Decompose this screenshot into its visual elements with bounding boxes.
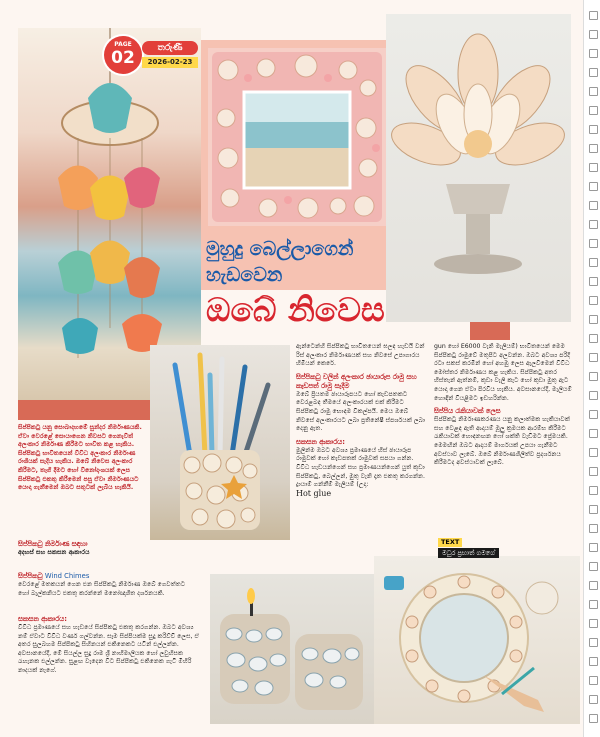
left-section-2 bbox=[18, 572, 198, 598]
author-label: TEXT bbox=[438, 538, 462, 547]
mid-glue-text: Hot glue bbox=[296, 488, 332, 498]
left-heading-2-en: Wind Chimes bbox=[44, 572, 90, 580]
right-paragraph-1: gun හෝ E6000 වැනි මැලියම්) භාවිතයෙන් මෙම සිප්පිකටු රාමුවේ මතුපිට අලවන්න. ඔබට අවශ්‍ය පරිදි රටා සකස් කරමින් හෝ අහඹු ලෙස ඇලවීමෙන් විවිධ මෝස්තර නිර්මාණය කළ හැකිය. සිප්පිකටු අතර හිස්තැන් ඇත්නම්, කුඩා වැලි කැට හෝ කුඩා මුතු ඇට යොදා ගෙන ඒවා පිරවිය හැකිය. අවසානයේදී, මැලියම් හොඳින් වියළීමට ඉඩහරින්න. bbox=[434, 343, 572, 402]
title-line-1: මුහුදු බෙල්ලාගෙන් bbox=[206, 238, 354, 260]
strip-tick-box bbox=[584, 443, 600, 462]
strip-tick-box bbox=[584, 310, 600, 329]
page-label: PAGE bbox=[114, 41, 132, 48]
strip-tick-box bbox=[584, 101, 600, 120]
mid-intro: ඇන්ටෙන්හි සිප්පිකටු භාවිතයෙන් ඝලඳ හැඩයි වන් රිස් අලංකාර නිර්මාණයක් සහ නිවසේ උපාගාරය හිමියන් කෙරේ. bbox=[296, 343, 425, 368]
shell-frame-photo bbox=[208, 48, 386, 226]
strip-tick-box bbox=[584, 500, 600, 519]
strip-tick-box bbox=[584, 139, 600, 158]
strip-tick-box bbox=[584, 25, 600, 44]
publication-pill bbox=[142, 41, 198, 55]
strip-tick-box bbox=[584, 633, 600, 652]
right-paragraph-2: සිප්පිකටු නිර්මාණකරණය යනු කලාත්මක හැකියාවක් සහ වෙළඳ ඇති ආදායම් මූලු ක්‍රමයක ආරම්භ කිරීමට රැකියාවක් හොඳනඟන ෆෝ ශක්ති වැඩිමට ප්‍රේමයකි. මෙමඟින් ඔබට ආදායම් මාර්ගයක් උපයා ගැනීමට අවස්ථාව ලැබේ. ඔබේ නිර්මාණශීලීත්ව ප්‍රදර්ශනය කිරීමටද අවස්ථාවක් ලැබේ. bbox=[434, 416, 570, 467]
strip-tick-box bbox=[584, 690, 600, 709]
strip-tick-box bbox=[584, 367, 600, 386]
left-intro-text bbox=[18, 424, 152, 493]
left-heading-2-si: සිප්පිකටු bbox=[18, 572, 43, 580]
page-number: 02 bbox=[111, 48, 135, 68]
title-line-3: ඔබේ නිවෙස bbox=[206, 290, 385, 329]
publication-name: තරුණී bbox=[157, 43, 183, 53]
left-section-3 bbox=[18, 615, 200, 676]
strip-tick-box bbox=[584, 253, 600, 272]
strip-tick-box bbox=[584, 614, 600, 633]
strip-tick-box bbox=[584, 424, 600, 443]
author-name: මධුර ප්‍රභාත් ගමගේ bbox=[438, 548, 499, 558]
strip-tick-box bbox=[584, 196, 600, 215]
strip-tick-box bbox=[584, 272, 600, 291]
left-section-1 bbox=[18, 540, 152, 558]
strip-tick-box bbox=[584, 234, 600, 253]
right-heading-1: සිප්පිය රැකියාවක් ලෙස bbox=[434, 407, 501, 416]
shell-candle-photo bbox=[210, 574, 375, 724]
strip-tick-box bbox=[584, 177, 600, 196]
strip-tick-box bbox=[584, 709, 600, 728]
strip-tick-box bbox=[584, 481, 600, 500]
strip-tick-box bbox=[584, 386, 600, 405]
mid-heading-2: සකසන ආකාරය: bbox=[296, 437, 345, 446]
strip-tick-box bbox=[584, 519, 600, 538]
mid-column bbox=[296, 343, 428, 498]
left-paragraph-3: විවිධ ප්‍රමාණයේ සහ හැඩයේ සිප්පිකටු එකතු කරගන්න. ඔබට අවශ්‍ය නම් ඒවාට විවිධ වර්ණ ගල්වන්න. සෑම සිප්පියක්ම සුදු කරිව්චි ලෙස, ඒ අතර සුලබහම සිප්පිකටු සිහිනයන් එකිනෙකට යටින් එල්ලන්න. අවසානයේදී, මේ සියල්ල සුදු රාම ශ්‍රී නාහිමාලියක හෝ ලවුහිසක රැහැනක එල්ලන්න. සුළඟ වැදෙන විට සිප්පිකටු එකිනෙක ගැටී මිහිරි නාදයක් නැගේ. bbox=[18, 624, 200, 674]
left-heading-2 bbox=[18, 572, 198, 581]
strip-tick-box bbox=[584, 538, 600, 557]
strip-tick-box bbox=[584, 291, 600, 310]
strip-tick-box bbox=[584, 557, 600, 576]
strip-tick-box bbox=[584, 576, 600, 595]
issue-date: 2026-02-23 bbox=[147, 58, 193, 66]
strip-tick-box bbox=[584, 215, 600, 234]
left-subheading-1: අදහස් සහ සකසන ආකාරය bbox=[18, 549, 90, 556]
strip-tick-box bbox=[584, 6, 600, 25]
strip-tick-box bbox=[584, 120, 600, 139]
strip-tick-box bbox=[584, 44, 600, 63]
strip-tick-box bbox=[584, 405, 600, 424]
strip-tick-box bbox=[584, 671, 600, 690]
date-bar bbox=[142, 57, 198, 68]
strip-tick-box bbox=[584, 158, 600, 177]
strip-tick-box bbox=[584, 462, 600, 481]
strip-tick-box bbox=[584, 348, 600, 367]
strip-tick-box bbox=[584, 595, 600, 614]
pencil-holder-photo bbox=[150, 345, 290, 540]
strip-tick-box bbox=[584, 329, 600, 348]
mid-paragraph-2: මුලින්ම ඔබට අවශ්‍ය ප්‍රමාණයේ හිස් ඡායාරූප රාමුවක් හෝ කැඩපතක් රාමුවක් සපයා ගන්න. විවිධ හැඩයන්ගෙන් සහ ප්‍රමාණයන්ගෙන් යුත් කුඩා සිප්පිකටු, බෙල්ලන්, මුතු වැනි දෑත එකතු කරගන්න. ද්‍රායාම් ගන්නීම් මැලියම් (උදා: bbox=[296, 446, 426, 489]
right-tool-strip bbox=[583, 0, 600, 737]
mirror-craft-photo bbox=[374, 556, 580, 724]
left-paragraph-2: වෙරළේ මතකයන් ගෙන එන සිප්පිකටු නිර්මාණ ඔබේ ගෙවත්තට හෝ බැල්කනියට එකතු කරන්නේ මනෝඥාශීත දර්ශනයකි. bbox=[18, 581, 186, 597]
mid-paragraph-1: ඔබේ ප්‍රියතම ඡායාරූපයට හෝ කැඩපතකට වෙරළබඳ තීමයේ අලංකාරයක් එක් කිරීමට සිප්පිකටු රාමු භොඳම විකල්පයි. මෙය ඔබේ නිවසේ අලංකාරයට ලබා ප්‍රතිනේෂී ස්පර්ශයක් ලබා දෙනු ඇත. bbox=[296, 390, 426, 433]
right-column bbox=[434, 343, 574, 468]
left-heading-1: සිප්පිකටු නිර්මාණ සඳහා bbox=[18, 540, 88, 548]
shell-flower-photo bbox=[386, 14, 571, 322]
strip-tick-box bbox=[584, 82, 600, 101]
strip-tick-box bbox=[584, 63, 600, 82]
strip-tick-box bbox=[584, 652, 600, 671]
title-line-2: හැඩවෙන bbox=[206, 264, 283, 286]
left-intro-paragraph: සිප්පිකටු යනු සොබාදහමේ සුන්දර නිර්මාණයකි. ඒවා වෙරළේ සොයාගෙන නිවසට ගෙනැවිත් අලංකාර නිර්මාණ කිරීමට භාවිත කළ හැකිය. සිප්පිකටු භාවිතයෙන් විවිධ අලංකාර නිර්මාණ රාශියක් සැදිය හැකිය. ඔබේ නිවෙස අලංකාර කිරීමට, තෑගි දීමට හෝ විනෝදාංශයක් ලෙස සිප්පිකටු එකතු කිරීමෙන් පසු ඒවා නිර්මාණයට යොදා ගැනීමෙන් ඔබට සතුටක් ලැබිය හැකියි. bbox=[18, 424, 142, 492]
left-heading-3: සකසන ආකාරය: bbox=[18, 615, 67, 623]
page-badge bbox=[104, 36, 142, 74]
mid-heading-1: සිප්පිකටු වලින් අලංකාර ඡායාරූප රාමු සහ කැඩපත් රාමු සැදීම bbox=[296, 372, 417, 390]
